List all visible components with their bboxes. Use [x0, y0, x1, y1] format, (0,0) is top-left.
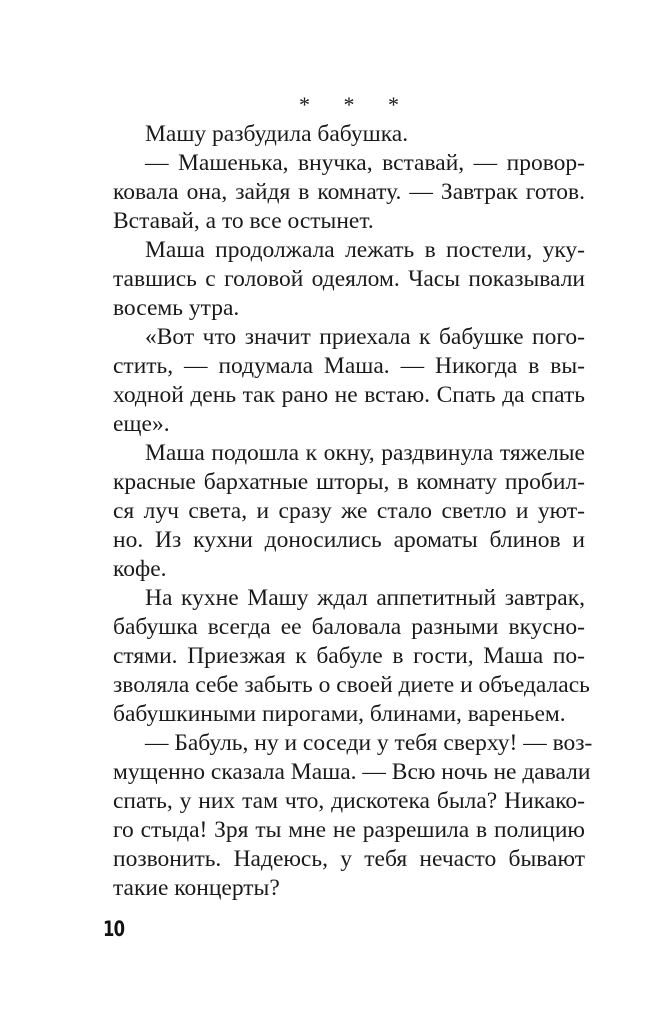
text-line: «Вот что значит приехала к бабушке пого-	[145, 324, 585, 350]
page-number: 10	[103, 917, 125, 941]
text-line: бабушка всегда ее баловала разными вкусно-	[113, 614, 585, 640]
text-line: бабушкиными пирогами, блинами, вареньем.	[113, 701, 566, 727]
text-line: зволяла себе забыть о своей диете и объедалась	[113, 672, 590, 698]
text-line: мущенно сказала Маша. — Всю ночь не давали	[113, 759, 591, 785]
text-body	[113, 120, 593, 903]
text-line: тавшись с головой одеялом. Часы показывали	[113, 266, 585, 292]
text-line: Машу разбудила бабушка.	[145, 121, 409, 147]
book-page-text	[113, 90, 593, 903]
text-line: такие концерты?	[113, 875, 280, 901]
text-line: — Бабуль, ну и соседи у тебя сверху! — воз-	[145, 730, 593, 756]
text-line: Маша подошла к окну, раздвинула тяжелые	[145, 440, 585, 466]
text-line: ся луч света, и сразу же стало светло и уют-	[113, 498, 585, 524]
text-line: Вставай, а то все остынет.	[113, 208, 374, 234]
text-line: стями. Приезжая к бабуле в гости, Маша по-	[113, 643, 585, 669]
text-line: На кухне Машу ждал аппетитный завтрак,	[145, 585, 585, 611]
text-line: стить, — подумала Маша. — Никогда в вы-	[113, 353, 585, 379]
section-separator: * * *	[299, 92, 413, 117]
text-line: ковала она, зайдя в комнату. — Завтрак готов.	[113, 179, 585, 205]
text-line: кофе.	[113, 556, 167, 582]
text-line: спать, у них там что, дискотека была? Никако-	[113, 788, 585, 814]
text-line: восемь утра.	[113, 295, 240, 321]
text-line: позвонить. Надеюсь, у тебя нечасто бывают	[113, 846, 585, 872]
text-line: — Машенька, внучка, вставай, — провор-	[145, 150, 585, 176]
text-line: го стыда! Зря ты мне не разрешила в полицию	[113, 817, 585, 843]
text-line: еще».	[113, 411, 170, 437]
text-line: ходной день так рано не встаю. Спать да спать	[113, 382, 585, 408]
text-line: Маша продолжала лежать в постели, уку-	[145, 237, 585, 263]
text-line: красные бархатные шторы, в комнату пробил-	[113, 469, 585, 495]
text-line: но. Из кухни доносились ароматы блинов и	[113, 527, 585, 553]
